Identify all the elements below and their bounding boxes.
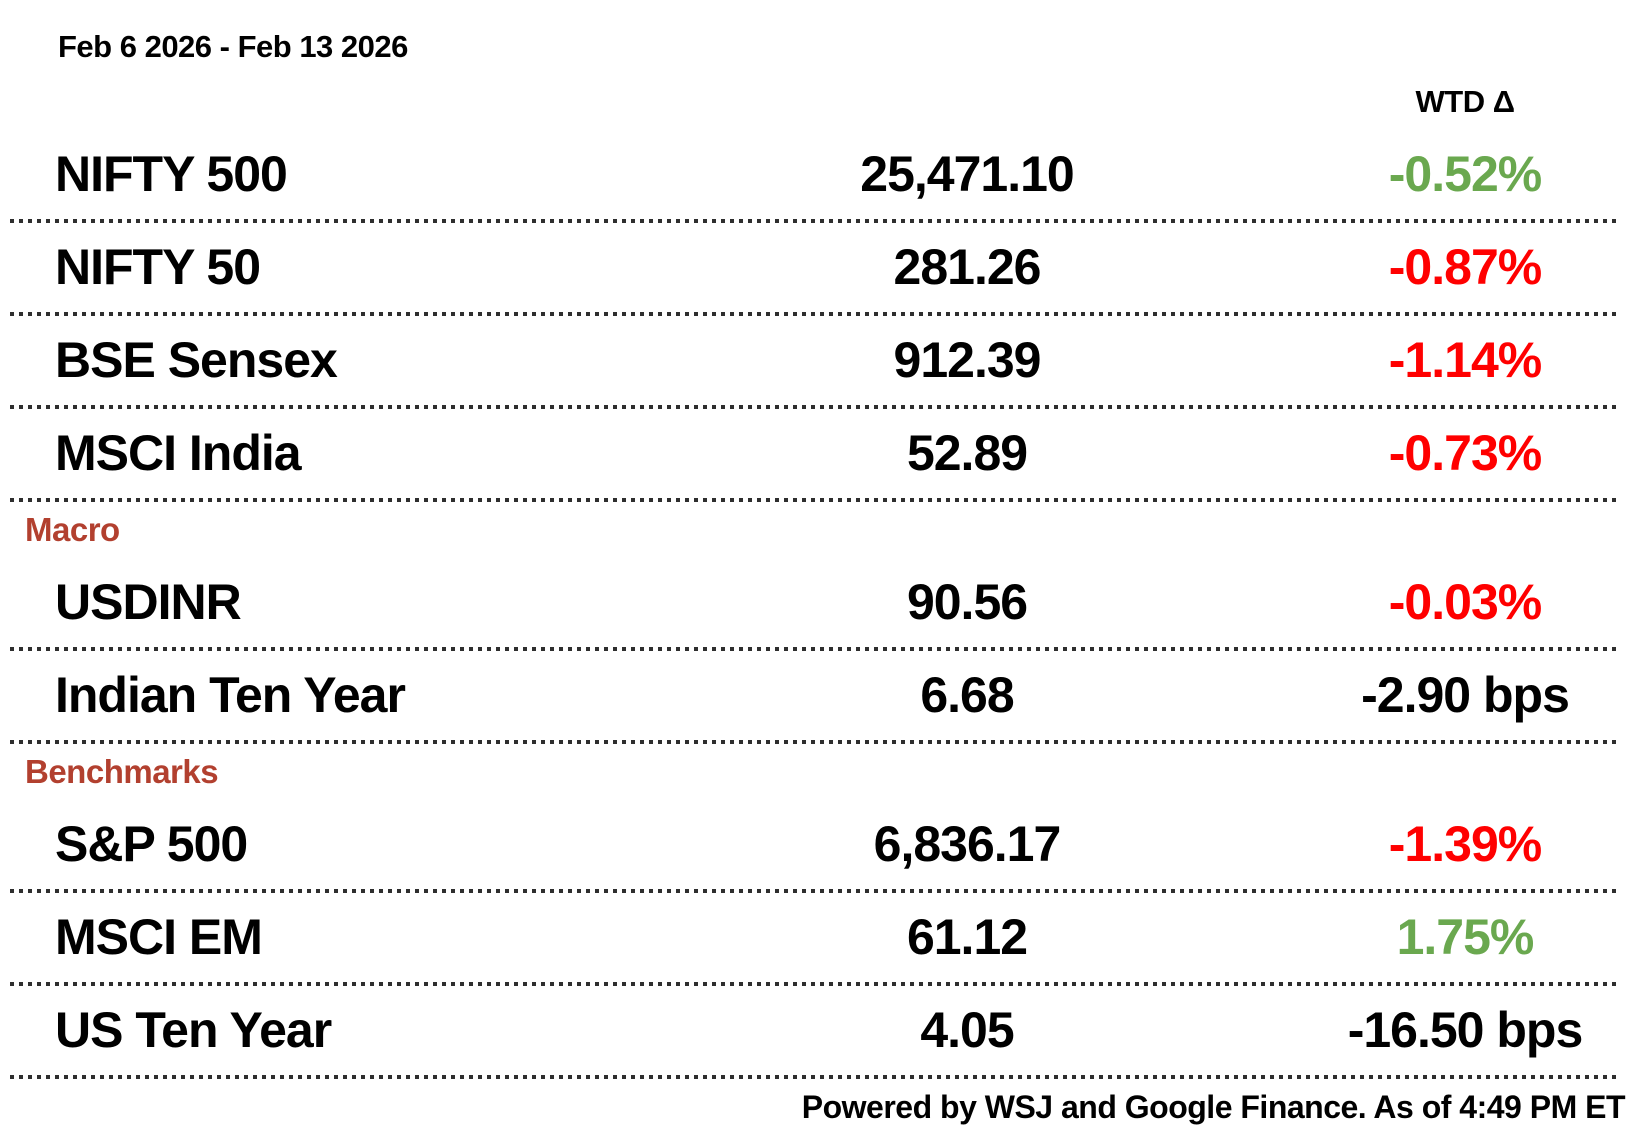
row-value: 4.05 [920,1002,1014,1058]
row-label: NIFTY 50 [55,239,261,295]
footer-attribution: Powered by WSJ and Google Finance. As of 4:49 PM ET [801,1089,1625,1125]
row-change: -0.87% [1388,239,1542,295]
row-value: 281.26 [893,239,1041,295]
row-label: US Ten Year [55,1002,332,1058]
row-label: NIFTY 500 [55,146,287,202]
row-value: 52.89 [906,425,1028,481]
row-value: 6,836.17 [873,816,1061,872]
section-header-benchmarks: Benchmarks [25,753,219,790]
row-change: -0.73% [1388,425,1542,481]
row-label: Indian Ten Year [55,667,405,723]
row-change: -0.03% [1388,574,1542,630]
row-label: MSCI India [55,425,301,481]
table-row [0,223,1636,311]
wtd-delta-column-header: WTD Δ [1415,84,1515,119]
row-value: 25,471.10 [860,146,1074,202]
row-value: 61.12 [906,909,1028,965]
section-header-macro: Macro [25,511,120,548]
row-value: 6.68 [920,667,1014,723]
row-change: -16.50 bps [1347,1002,1583,1058]
row-label: MSCI EM [55,909,262,965]
row-label: BSE Sensex [55,332,337,388]
row-label: USDINR [55,574,241,630]
table-row [0,409,1636,497]
row-value: 912.39 [893,332,1041,388]
date-range-title: Feb 6 2026 - Feb 13 2026 [58,29,408,64]
table-row [0,800,1636,888]
table-row [0,558,1636,646]
table-row [0,316,1636,404]
row-change: 1.75% [1396,909,1534,965]
table-row [0,130,1636,218]
row-change: -2.90 bps [1361,667,1569,723]
row-value: 90.56 [906,574,1028,630]
row-change: -1.39% [1388,816,1542,872]
row-change: -0.52% [1388,146,1542,202]
row-label: S&P 500 [55,816,248,872]
table-header-row [0,84,1636,120]
row-change: -1.14% [1388,332,1542,388]
table-row [0,651,1636,739]
table-row [0,986,1636,1074]
table-row [0,893,1636,981]
